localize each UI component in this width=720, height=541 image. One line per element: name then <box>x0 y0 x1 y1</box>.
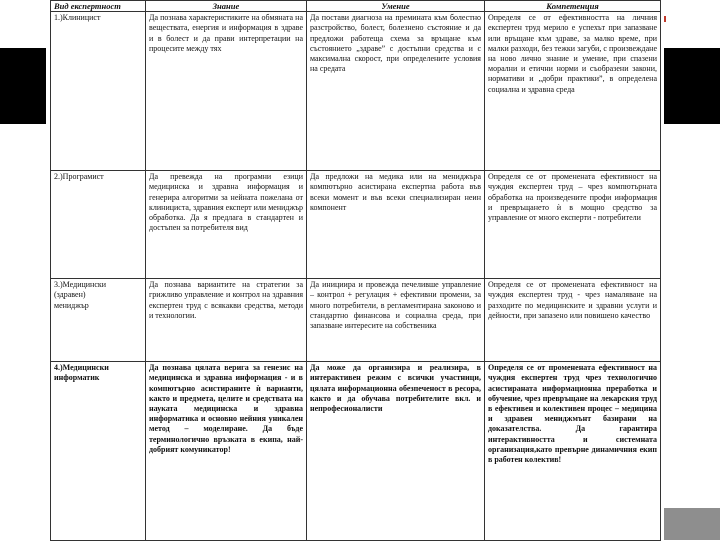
right-black-bar <box>664 64 720 124</box>
skill-cell: Да може да организира и реализира, в интерактивен режим с всички участници, цялата информационна обезпеченост в ресора, както и да обучава потребителите вкл. и непрофесионалисти <box>307 362 485 541</box>
role-name: 4.)Медицински <box>54 363 109 373</box>
header-skill: Умение <box>307 1 485 12</box>
table-header-row <box>51 1 661 12</box>
role-name: 1.)Клиницист <box>54 13 101 23</box>
knowledge-cell: Да познава цялата верига за генезис на медицинска и здравна информация - и в компютърно асистираните ѝ варианти, както и предмета, целите и средствата на науката медицинска и здравна информатика и основно нейния уникален метод – моделиране. Да бъде терминологично връзката в екипа, най-добрият комуникатор! <box>146 362 307 541</box>
header-knowledge: Знание <box>146 1 307 12</box>
expertise-table <box>50 0 661 541</box>
role-name: 3.)Медицински <box>54 280 107 290</box>
skill-cell: Да предложи на медика или на мениджъра компютърно асистирана експертна работа във всеки момент и във всеки специализиран неин компонент <box>307 171 485 279</box>
role-name: информатик <box>54 373 100 383</box>
role-name: мениджър <box>54 300 89 310</box>
knowledge-cell: Да познава вариантите на стратегии за грижливо управление и контрол на здравния експертен труд с всякакви средства, методи и технологии. <box>146 279 307 362</box>
table-row <box>51 279 661 362</box>
header-expertise: Вид експертност <box>51 1 146 12</box>
competence-cell: Определя се от променената ефективност на чуждия експертен труд – чрез компютърната обработка на произведените профи информация и превръщането ѝ в мощно средство за управление от много експерти - потребители <box>485 171 661 279</box>
table-row <box>51 362 661 541</box>
competence-cell: Определя се от променената ефективност на чуждия експертен труд чрез технологично асистираната информационна преработка и обучение, чрез превръщане на лекарския труд в ефективен и колективен процес – медицина и здравен мениджмънт базирани на доказателства. Да гарантира интерактивността и системната организация,като превърне динамичния екип в работен колектив! <box>485 362 661 541</box>
header-competence: Компетенция <box>485 1 661 12</box>
mid-black-bar <box>0 64 48 124</box>
competence-cell: Определя се от ефективността на личния експертен труд мерило е успехът при запазване или връщане към здраве, за малко време, при малки разходи, без тежки загуби, с произвеждане на ново лично знание и умение, при спазени морални и етични норми и съобразени закони, нормативи и „добри практики”, в определена социална и здравна среда <box>485 12 661 171</box>
role-cell <box>51 362 146 541</box>
table-row <box>51 171 661 279</box>
table-row <box>51 12 661 171</box>
role-cell <box>51 171 146 279</box>
role-cell <box>51 12 146 171</box>
role-name: 2.)Програмист <box>54 172 104 182</box>
role-name: (здравен) <box>54 290 86 300</box>
skill-cell: Да инициира и провежда печеливше управление – контрол + регулация + ефективни промени, за много потребители, в регламентирана законово и стандартно финансова и социална среда, при запазване интересите на собственика <box>307 279 485 362</box>
competence-cell: Определя се от променената ефективност на чуждия експертен труд - чрез намаляване на разходите по медицинските и здравни услуги и дейности, при запазено или повишено качество <box>485 279 661 362</box>
role-cell <box>51 279 146 362</box>
skill-cell: Да постави диагноза на премината към болестно разстройство, болест, болезнено състояние и да предложи работеща схема за връщане към състоянието „здраве” с достъпни средства и с максимална скорост, при определените условия на средата <box>307 12 485 171</box>
knowledge-cell: Да познава характеристиките на обмяната на веществата, енергия и информация в здраве и в болест и да прави интерпретации на процесите между тях <box>146 12 307 171</box>
knowledge-cell: Да превежда на програмни езици медицинска и здравна информация и генерира алгоритми за нейната пожелана от клинициста, здравния експерт или мениджър обработка. Да я предлага в стандартен и достъпен за потребителя вид <box>146 171 307 279</box>
